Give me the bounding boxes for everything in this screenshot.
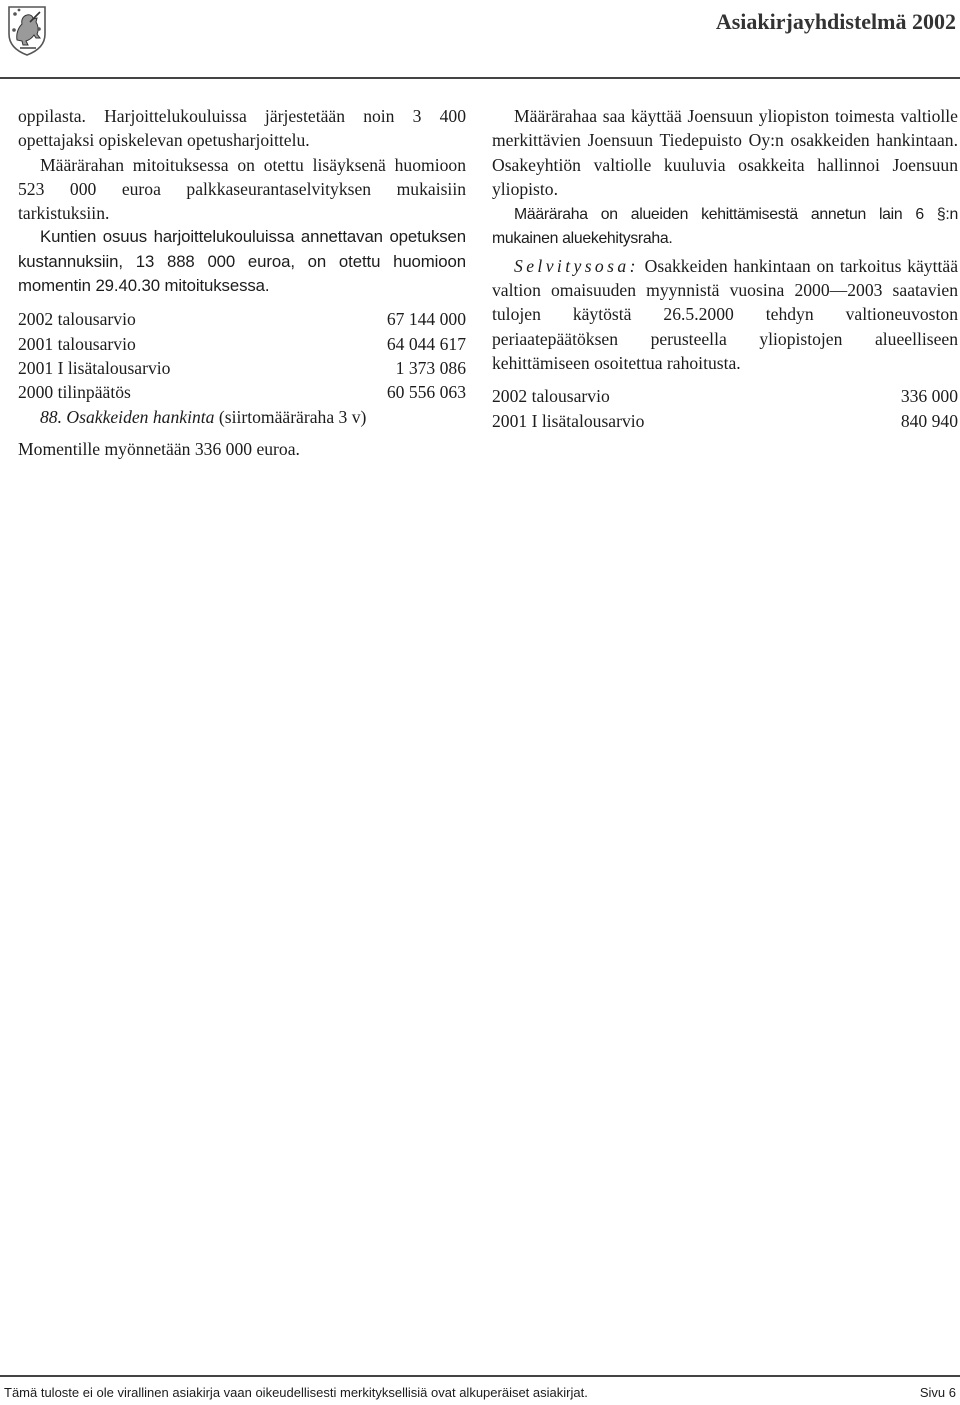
selvitysosa-paragraph bbox=[492, 254, 958, 375]
paragraph: Määräraha on alueiden kehittämisestä annetun lain 6 §:n mukainen aluekehitysraha. bbox=[492, 206, 958, 248]
amount-label: 2001 talousarvio bbox=[18, 333, 136, 354]
amount-value: 840 940 bbox=[900, 410, 958, 431]
amount-row bbox=[18, 307, 466, 331]
amount-row bbox=[492, 409, 958, 433]
subsection-name: Osakkeiden hankinta bbox=[66, 406, 215, 427]
amount-value: 336 000 bbox=[900, 386, 958, 407]
selvitysosa-label: Selvitysosa: bbox=[514, 255, 639, 276]
subsection-number: 88. bbox=[40, 406, 62, 427]
selvitysosa-text: Osakkeiden hankintaan on tarkoitus käyttää valtion omaisuuden myynnistä vuosina 2000—2003 saatavien tulojen käytöstä 26.5.2000 tehdyn valtioneuvoston periaatepäätöksen perusteella yliopistojen alueelliseen kehittämiseen osoitettua rahoitusta. bbox=[492, 255, 958, 373]
amount-label: 2001 I lisätalousarvio bbox=[492, 410, 645, 431]
paragraph: Määrärahan mitoituksessa on otettu lisäyksenä huomioon 523 000 euroa palkkaseurantaselvityksen mukaisiin tarkistuksiin. bbox=[18, 154, 466, 224]
amount-table bbox=[492, 384, 958, 433]
amount-label: 2002 talousarvio bbox=[18, 309, 136, 330]
amount-label: 2001 I lisätalousarvio bbox=[18, 357, 171, 378]
amount-value: 60 556 063 bbox=[386, 382, 466, 403]
page-footer bbox=[4, 1385, 956, 1400]
paragraph: Määrärahaa saa käyttää Joensuun yliopiston toimesta valtiolle merkittävien Joensuun Tiedepuisto Oy:n osakkeiden hankintaan. Osakeyhtiön valtiolle kuuluvia osakkeita hallinnoi Joensuun yliopisto. bbox=[492, 106, 958, 199]
paragraph: oppilasta. Harjoittelukouluissa järjestetään noin 3 400 opettajaksi opiskelevan opetusharjoittelu. bbox=[18, 106, 466, 151]
amount-value: 64 044 617 bbox=[386, 333, 466, 354]
header-divider bbox=[0, 77, 960, 79]
footer-notice: Tämä tuloste ei ole virallinen asiakirja vaan oikeudellisesti merkityksellisiä ovat alkuperäiset asiakirjat. bbox=[4, 1385, 588, 1400]
amount-row bbox=[18, 356, 466, 380]
left-column bbox=[18, 104, 466, 461]
finnish-lion-coat-of-arms-icon bbox=[6, 4, 48, 56]
subsection-heading bbox=[18, 405, 466, 429]
amount-value: 67 144 000 bbox=[386, 309, 466, 330]
paragraph: Kuntien osuus harjoittelukouluissa annettavan opetuksen kustannuksiin, 13 888 000 euroa, on otettu huomioon momentin 29.40.30 mitoituksessa. bbox=[18, 227, 466, 296]
amount-value: 1 373 086 bbox=[395, 357, 466, 378]
amount-label: 2000 tilinpäätös bbox=[18, 382, 131, 403]
amount-row bbox=[492, 384, 958, 408]
amount-label: 2002 talousarvio bbox=[492, 386, 610, 407]
page-header bbox=[0, 0, 960, 80]
paragraph: Momentille myönnetään 336 000 euroa. bbox=[18, 438, 300, 459]
document-title: Asiakirjayhdistelmä 2002 bbox=[715, 9, 956, 34]
amount-row bbox=[18, 380, 466, 404]
amount-table bbox=[18, 307, 466, 404]
right-column bbox=[492, 104, 958, 433]
subsection-type: (siirtomääräraha 3 v) bbox=[218, 406, 367, 427]
amount-row bbox=[18, 332, 466, 356]
footer-divider bbox=[0, 1375, 960, 1377]
page-number: Sivu 6 bbox=[919, 1385, 956, 1400]
